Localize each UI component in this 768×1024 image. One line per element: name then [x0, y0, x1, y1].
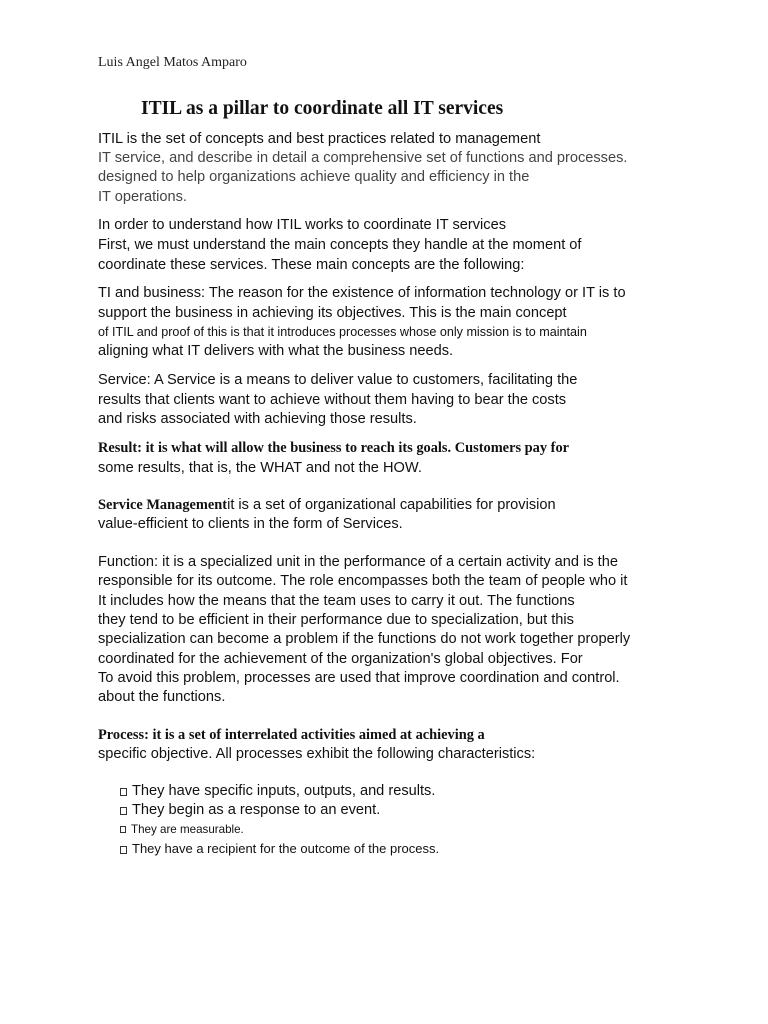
- bullet-text-2: They begin as a response to an event.: [132, 802, 381, 818]
- p7-line-3: It includes how the means that the team uses to carry it out. The functions: [98, 593, 575, 609]
- checkbox-bullet-icon: [120, 846, 127, 854]
- p7-line-1: Function: it is a specialized unit in the performance of a certain activity and is the: [98, 554, 618, 570]
- author-name: Luis Angel Matos Amparo: [98, 55, 247, 70]
- bullet-item-2: [120, 801, 380, 820]
- p1-line-1: ITIL is the set of concepts and best practices related to management: [98, 131, 541, 147]
- p3-line-1: TI and business: The reason for the existence of information technology or IT is to: [98, 285, 626, 301]
- bullet-item-1: [120, 782, 435, 801]
- p3-line-3: of ITIL and proof of this is that it introduces processes whose only mission is to maintain: [98, 325, 587, 339]
- p3-line-4: aligning what IT delivers with what the business needs.: [98, 343, 454, 359]
- p7-line-7: To avoid this problem, processes are used that improve coordination and control.: [98, 670, 620, 686]
- service-management-rest: it is a set of organizational capabilities for provision: [227, 497, 556, 513]
- document-title: ITIL as a pillar to coordinate all IT services: [141, 98, 504, 119]
- bullet-text-1: They have specific inputs, outputs, and results.: [132, 783, 436, 799]
- bullet-text-3: They are measurable.: [131, 823, 244, 836]
- p1-line-4: IT operations.: [98, 189, 187, 205]
- p4-line-3: and risks associated with achieving those results.: [98, 411, 417, 427]
- p7-line-6: coordinated for the achievement of the organization's global objectives. For: [98, 651, 583, 667]
- p2-line-3: coordinate these services. These main concepts are the following:: [98, 257, 525, 273]
- p8-line-1: Process: it is a set of interrelated activities aimed at achieving a: [98, 727, 485, 743]
- p1-line-3: designed to help organizations achieve quality and efficiency in the: [98, 169, 530, 185]
- checkbox-bullet-icon: [120, 788, 127, 796]
- p4-line-1: Service: A Service is a means to deliver value to customers, facilitating the: [98, 372, 578, 388]
- p8-line-2: specific objective. All processes exhibit the following characteristics:: [98, 746, 536, 762]
- bullet-item-4: [120, 839, 439, 858]
- bullet-item-3: [120, 820, 244, 839]
- p7-line-8: about the functions.: [98, 689, 226, 705]
- checkbox-bullet-icon: [120, 826, 126, 833]
- p5-line-1: Result: it is what will allow the business to reach its goals. Customers pay for: [98, 440, 570, 456]
- p5-line-2: some results, that is, the WHAT and not the HOW.: [98, 460, 422, 476]
- p7-line-4: they tend to be efficient in their performance due to specialization, but this: [98, 612, 574, 628]
- checkbox-bullet-icon: [120, 807, 127, 815]
- p2-line-1: In order to understand how ITIL works to coordinate IT services: [98, 217, 507, 233]
- p1-line-2: IT service, and describe in detail a comprehensive set of functions and processes.: [98, 150, 628, 166]
- p7-line-2: responsible for its outcome. The role encompasses both the team of people who it: [98, 573, 628, 589]
- p6-line-1: [98, 496, 556, 515]
- p4-line-2: results that clients want to achieve without them having to bear the costs: [98, 392, 567, 408]
- p2-line-2: First, we must understand the main concepts they handle at the moment of: [98, 237, 582, 253]
- p6-line-2: value-efficient to clients in the form of Services.: [98, 516, 403, 532]
- p3-line-2: support the business in achieving its objectives. This is the main concept: [98, 305, 567, 321]
- p7-line-5: specialization can become a problem if the functions do not work together properly: [98, 631, 631, 647]
- service-management-term: Service Management: [98, 497, 228, 513]
- bullet-text-4: They have a recipient for the outcome of the process.: [132, 841, 440, 856]
